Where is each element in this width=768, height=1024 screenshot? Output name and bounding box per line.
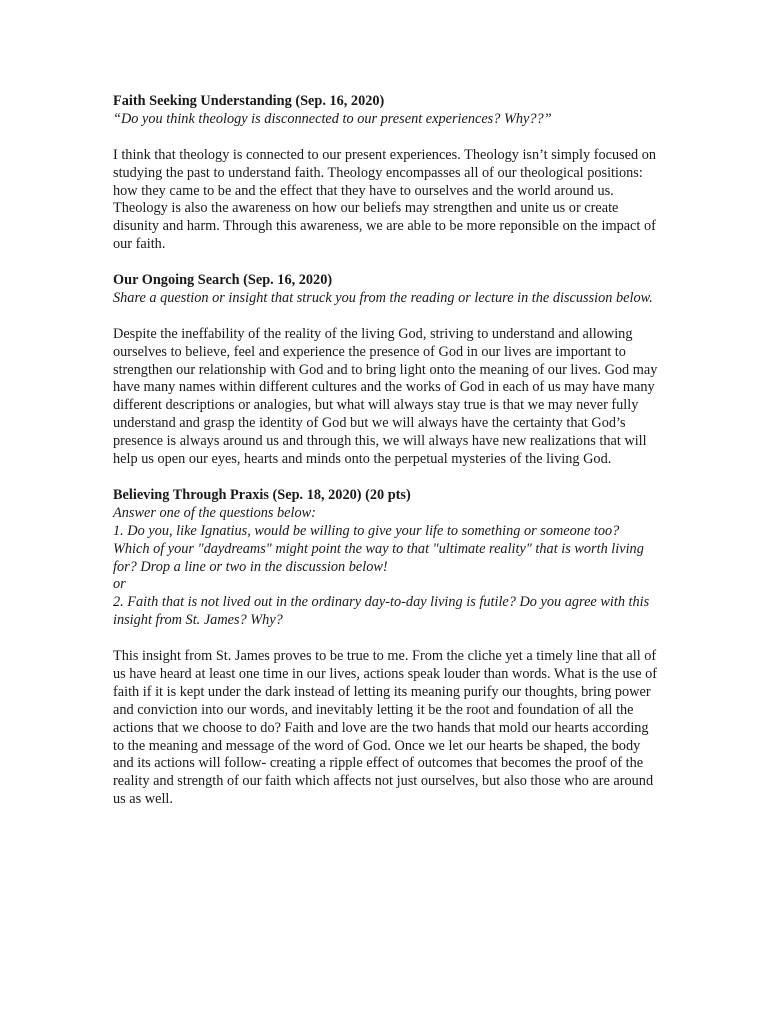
section-answer: I think that theology is connected to our present experiences. Theology isn’t simply focused on studying the past to understand faith. Theology encompasses all of our theological positions: how they came to be and the effect that they have to ourselves and the world around us. Theology is also the awareness on how our beliefs may strengthen and unite us or create disunity and harm. Through this awareness, we are able to be more reponsible on the impact of our faith. [113, 146, 657, 253]
prompt-line: 1. Do you, like Ignatius, would be willing to give your life to something or someone too? Which of your "daydreams" might point the way to that "ultimate reality" that is worth living for? Drop a line or two in the discussion below! [113, 522, 644, 575]
prompt-line: Answer one of the questions below: [113, 504, 316, 521]
section-prompt [113, 290, 658, 308]
section-prompt [113, 111, 658, 129]
document-page [113, 93, 658, 809]
section-heading: Faith Seeking Understanding (Sep. 16, 2020) [113, 93, 385, 109]
spacer [113, 254, 658, 272]
section-heading: Believing Through Praxis (Sep. 18, 2020) (20 pts) [113, 486, 411, 503]
section-our-ongoing-search [113, 272, 658, 469]
section-believing-through-praxis [113, 487, 658, 809]
spacer [113, 469, 658, 487]
section-prompt [113, 505, 658, 630]
section-heading: Our Ongoing Search (Sep. 16, 2020) [113, 272, 333, 289]
section-answer: Despite the ineffability of the reality of the living God, striving to understand and allowing ourselves to believe, feel and experience the presence of God in our lives are important to strengthen our relationship with God and to bring light onto the meaning of our lives. God may have many names within different cultures and the works of God in each of us may have many different descriptions or analogies, but what will always stay true is that we may never fully understand and grasp the identity of God but we will always have the certainty that God’s presence is always around us and through this, we will always have new realizations that will help us open our eyes, hearts and minds onto the perpetual mysteries of the living God. [113, 325, 658, 468]
prompt-line: Share a question or insight that struck you from the reading or lecture in the discussion below. [113, 289, 653, 306]
prompt-line: or [113, 576, 126, 593]
section-answer: This insight from St. James proves to be true to me. From the cliche yet a timely line that all of us have heard at least one time in our lives, actions speak louder than words. What is the use of faith if it is kept under the dark instead of letting its meaning purify our thoughts, bring power and conviction into our words, and inevitably letting it be the root and foundation of all the actions that we choose to do? Faith and love are the two hands that mold our hearts according to the meaning and message of the word of God. Once we let our hearts be shaped, the body and its actions will follow- creating a ripple effect of outcomes that becomes the proof of the reality and strength of our faith which affects not just ourselves, but also those who are around us as well. [113, 648, 658, 808]
prompt-line: “Do you think theology is disconnected to our present experiences? Why??” [113, 110, 552, 127]
prompt-line: 2. Faith that is not lived out in the ordinary day-to-day living is futile? Do you agree with this insight from St. James? Why? [113, 594, 650, 629]
section-faith-seeking-understanding [113, 93, 658, 254]
